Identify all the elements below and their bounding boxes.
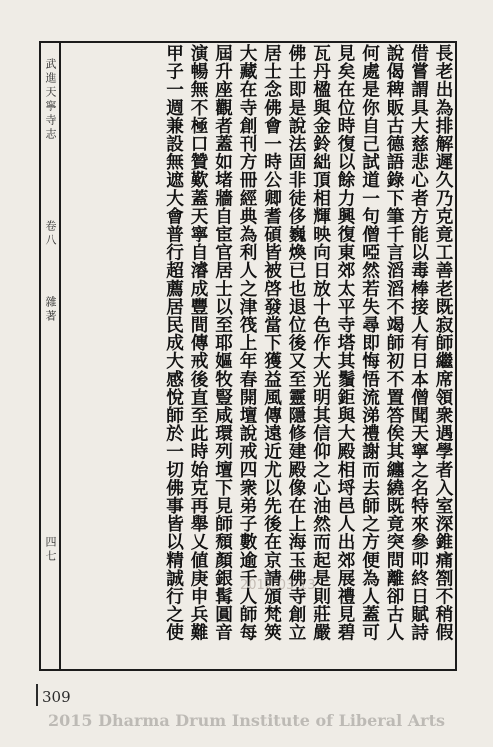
text-column: 借嘗謂具大慈悲心者方能以毒棒接人有日本僧聞天寧之名特來參叩終日賦詩 bbox=[408, 44, 430, 642]
body-text bbox=[63, 44, 455, 668]
section-label: 雜著 bbox=[44, 296, 57, 324]
date-stamp: 2012-03-13 bbox=[240, 578, 316, 593]
page-number-mark bbox=[36, 684, 38, 706]
book-title: 武進天寧寺志 bbox=[44, 58, 57, 142]
copyright-watermark: 2015 Dharma Drum Institute of Liberal Arts bbox=[48, 711, 445, 730]
text-column: 瓦丹楹與金鈴絀頂相輝映向日放十色作大光明其信仰之心油然而起是則莊嚴 bbox=[310, 44, 332, 642]
leaf-number: 四七 bbox=[44, 536, 57, 564]
text-column: 甲子一週兼設無遮大會普行超薦居民成大感悅師於一切佛事皆以精誠行之使 bbox=[163, 44, 185, 642]
text-column: 屆升座觀者蓋如堵牆自宦官居士以至耶嫗牧豎咸環列壇下見師頹顏銀髯圓音 bbox=[212, 44, 234, 642]
text-column: 何處是你自己試道一句僧啞然若失尋即悔悟流涕禮謝而去師之方便為人蓋可 bbox=[359, 44, 381, 642]
text-column: 見矣在位時復以餘力興復東郊太平寺塔其鬚鉅與大殿相埒邑人出郊展禮見碧 bbox=[335, 44, 356, 642]
text-column: 居士念佛會一時公卿耆碩皆被啓發當下獲益風傳遠近尤以先後在京請頒梵筴 bbox=[261, 44, 283, 642]
text-column: 大藏在寺創刊方冊經典為利人之津筏上年春開壇說戒四衆弟子數逾千人師每 bbox=[237, 44, 258, 642]
text-column: 說偈稗販古德語錄下筆千言滔滔不竭師初不置答俟其纏繞既竟突問離卻古人 bbox=[384, 44, 405, 642]
page-number: 309 bbox=[42, 688, 71, 706]
volume-label: 卷八 bbox=[44, 220, 57, 248]
margin-divider bbox=[59, 41, 61, 671]
text-column: 演暢無不極口贊歎蓋天寧自濬成豐間傳戒後直至此時始克再舉乂値庚申兵難 bbox=[188, 44, 209, 642]
text-column: 長老出為排解遲久乃克竟工善老既寂師繼席領衆遇學者入室深錐痛劄不稍假 bbox=[433, 44, 454, 642]
text-column: 佛土即是說法固非徒侈巍煥已也退位後又至靈隱修建殿像在上海玉佛寺創立 bbox=[286, 44, 307, 642]
